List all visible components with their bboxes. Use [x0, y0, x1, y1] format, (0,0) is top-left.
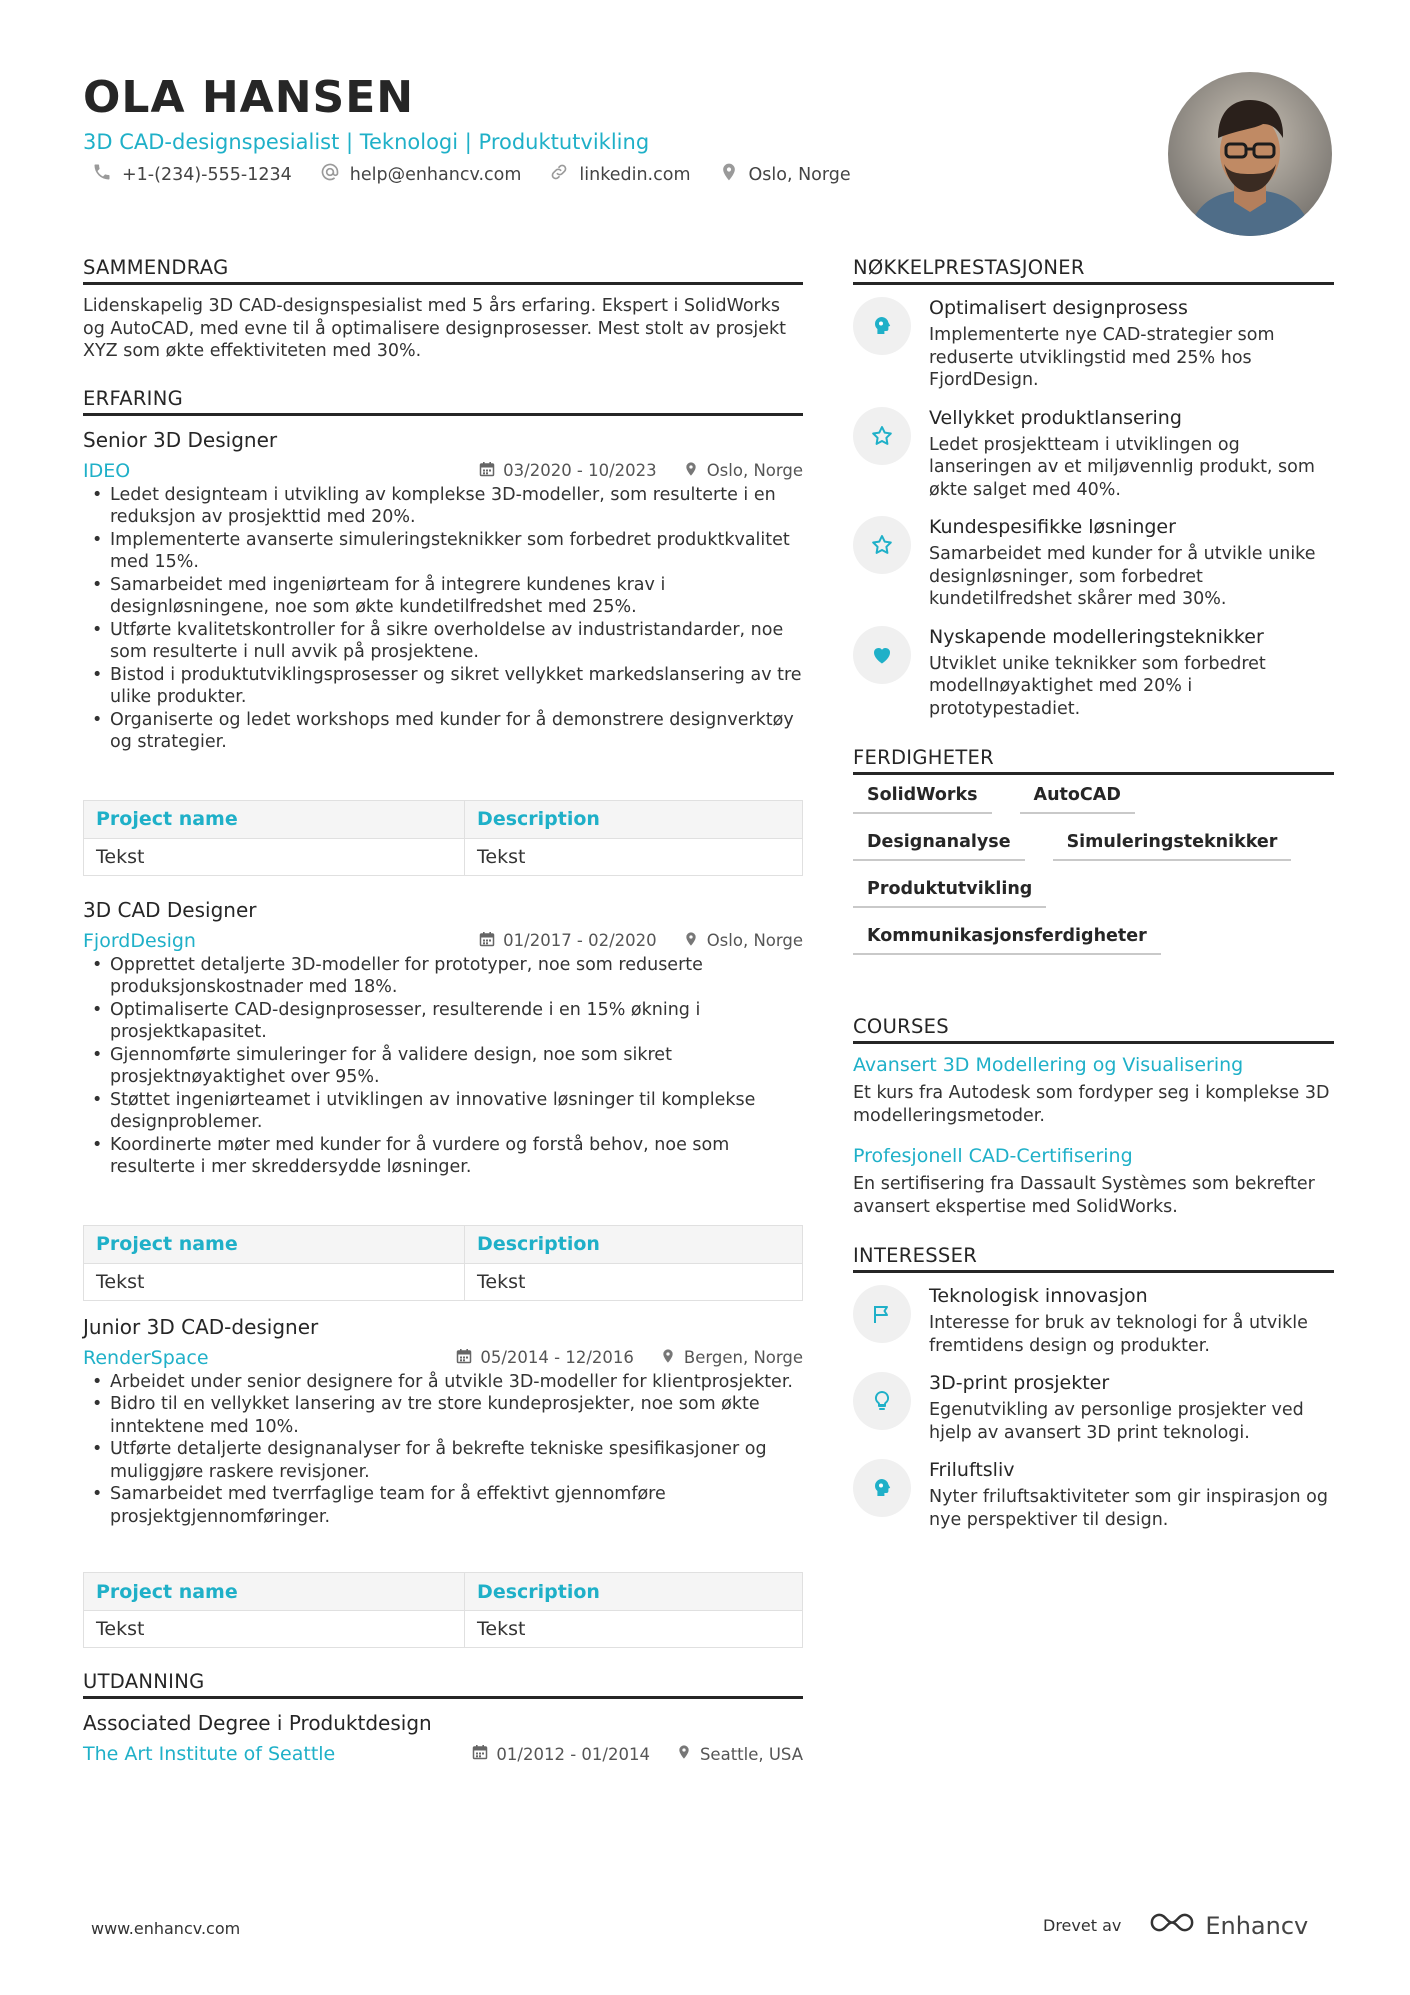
job-bullet: • Arbeidet under senior designere for å utvikle 3D-modeller for klientprosjekter. [83, 1371, 803, 1394]
profile-photo [1168, 72, 1332, 236]
achievement-title: Kundespesifikke løsninger [929, 516, 1176, 538]
job-bullet: • Støttet ingeniørteamet i utviklingen av innovative løsninger til komplekse designproblemer. [83, 1089, 803, 1134]
interest-title: Friluftsliv [929, 1459, 1015, 1481]
brand-logo[interactable] [1149, 1911, 1308, 1940]
brand-name: Enhancv [1205, 1911, 1309, 1940]
skill-tag: Kommunikasjonsferdigheter [853, 926, 1161, 955]
job-entry [83, 428, 803, 876]
project-name-header: Project name [84, 1225, 465, 1263]
right-column [853, 256, 1334, 1546]
skill-tag: AutoCAD [1020, 785, 1135, 814]
job-bullet: • Opprettet detaljerte 3D-modeller for prototyper, noe som reduserte produksjonskostnader med 18%. [83, 954, 803, 999]
achievement-title: Optimalisert designprosess [929, 297, 1188, 319]
job-entry [83, 898, 803, 1301]
job-bullet: • Gjennomførte simuleringer for å validere design, noe som sikret prosjektnøyaktighet over 95%. [83, 1044, 803, 1089]
footer-branding [1043, 1911, 1308, 1940]
interest-desc: Interesse for bruk av teknologi for å utvikle fremtidens design og produkter. [929, 1313, 1308, 1356]
link-icon [549, 162, 569, 187]
interests-heading: INTERESSER [853, 1244, 1334, 1273]
job-dates-text: 03/2020 - 10/2023 [503, 461, 657, 480]
skills-section [853, 746, 1334, 955]
job-dates-text: 01/2017 - 02/2020 [503, 931, 657, 950]
achievements-section [853, 256, 1334, 720]
phone-text: +1-(234)-555-1234 [122, 164, 292, 185]
interest-desc: Egenutvikling av personlige prosjekter ved hjelp av avansert 3D print teknologi. [929, 1400, 1304, 1443]
description-header: Description [465, 1573, 803, 1611]
job-meta-right [456, 1348, 803, 1368]
project-name-cell: Tekst [84, 1263, 465, 1300]
left-column [83, 256, 803, 1767]
job-dates-text: 05/2014 - 12/2016 [480, 1348, 634, 1367]
skills-list [853, 785, 1334, 955]
skills-heading: FERDIGHETER [853, 746, 1334, 775]
job-bullet: • Bistod i produktutviklingsprosesser og sikret vellykket markedslansering av tre ulike produkter. [83, 664, 803, 709]
job-dates [479, 931, 657, 951]
job-meta-right [479, 931, 803, 951]
location-pin-icon [683, 461, 699, 481]
achievement-desc: Ledet prosjektteam i utviklingen og lanseringen av et miljøvennlig produkt, som økte salget med 40%. [929, 434, 1315, 500]
footer-website[interactable]: www.enhancv.com [91, 1919, 241, 1938]
star-icon [853, 516, 911, 574]
description-cell: Tekst [465, 1263, 803, 1300]
job-bullet: • Samarbeidet med tverrfaglige team for å effektivt gjennomføre prosjektgjennomføringer. [83, 1483, 803, 1528]
enhancv-logo-icon [1149, 1911, 1195, 1940]
achievements-heading: NØKKELPRESTASJONER [853, 256, 1334, 285]
course-item [853, 1054, 1334, 1127]
job-bullet: • Ledet designteam i utvikling av komplekse 3D-modeller, som resulterte i en reduksjon av prosjekttid med 20%. [83, 484, 803, 529]
interest-desc: Nyter friluftsaktiviteter som gir inspirasjon og nye perspektiver til design. [929, 1487, 1328, 1530]
job-title: Senior 3D Designer [83, 427, 278, 452]
job-bullet: • Bidro til en vellykket lansering av tre store kundeprosjekter, noe som økte inntektene med 10%. [83, 1393, 803, 1438]
company-name[interactable]: RenderSpace [83, 1346, 209, 1369]
education-meta-right [472, 1744, 803, 1764]
achievement-item [853, 407, 1334, 502]
job-dates [479, 461, 657, 481]
project-table [83, 800, 803, 876]
location-pin-icon [719, 162, 739, 187]
company-name[interactable]: FjordDesign [83, 929, 196, 952]
company-name[interactable]: IDEO [83, 459, 131, 482]
interest-title: 3D-print prosjekter [929, 1372, 1110, 1394]
project-name-cell: Tekst [84, 838, 465, 875]
interests-section [853, 1244, 1334, 1531]
achievement-desc: Utviklet unike teknikker som forbedret modellnøyaktighet med 20% i prototypestadiet. [929, 653, 1266, 719]
achievement-desc: Implementerte nye CAD-strategier som reduserte utviklingstid med 25% hos FjordDesign. [929, 325, 1275, 390]
location-pin-icon [683, 931, 699, 951]
job-location-text: Oslo, Norge [706, 931, 803, 950]
education-dates-text: 01/2012 - 01/2014 [496, 1744, 650, 1764]
interest-item [853, 1285, 1334, 1357]
courses-heading: COURSES [853, 1015, 1334, 1044]
education-location-text: Seattle, USA [699, 1744, 803, 1764]
job-meta-right [479, 461, 803, 481]
location-pin-icon [676, 1744, 692, 1764]
phone-icon [92, 162, 112, 187]
achievement-title: Nyskapende modelleringsteknikker [929, 625, 1264, 648]
job-location-text: Oslo, Norge [706, 461, 803, 480]
course-desc: Et kurs fra Autodesk som fordyper seg i komplekse 3D modelleringsmetoder. [853, 1083, 1330, 1126]
achievement-desc: Samarbeidet med kunder for å utvikle unike designløsninger, som forbedret kundetilfredshet skårer med 30%. [929, 544, 1316, 609]
brain-icon [853, 297, 911, 355]
job-dates [456, 1348, 634, 1368]
description-cell: Tekst [465, 1611, 803, 1648]
course-title[interactable]: Profesjonell CAD-Certifisering [853, 1145, 1133, 1167]
candidate-name: OLA HANSEN [83, 72, 415, 123]
job-bullet: • Organiserte og ledet workshops med kunder for å demonstrere designverktøy og strategier. [83, 709, 803, 754]
skill-tag: Designanalyse [853, 832, 1025, 861]
candidate-headline: 3D CAD-designspesialist | Teknologi | Produktutvikling [83, 130, 650, 154]
achievement-item [853, 516, 1334, 611]
interest-item [853, 1372, 1334, 1444]
job-bullets [83, 484, 803, 754]
achievement-item [853, 297, 1334, 392]
education-location [676, 1744, 803, 1764]
calendar-icon [479, 931, 495, 951]
star-icon [853, 407, 911, 465]
location-text: Oslo, Norge [748, 164, 851, 185]
achievement-title: Vellykket produktlansering [929, 406, 1182, 429]
job-bullet: • Koordinerte møter med kunder for å vurdere og forstå behov, noe som resulterte i mer skreddersydde løsninger. [83, 1134, 803, 1179]
education-meta [83, 1743, 803, 1765]
contact-phone[interactable] [92, 162, 292, 187]
job-bullet: • Implementerte avanserte simuleringsteknikker som forbedret produktkvalitet med 15%. [83, 529, 803, 574]
summary-section [83, 256, 803, 363]
powered-by-label: Drevet av [1043, 1916, 1122, 1935]
job-location [683, 461, 803, 481]
description-cell: Tekst [465, 838, 803, 875]
education-section [83, 1670, 803, 1765]
job-meta [83, 460, 803, 482]
skill-tag: SolidWorks [853, 785, 992, 814]
calendar-icon [456, 1348, 472, 1368]
calendar-icon [472, 1744, 488, 1764]
description-header: Description [465, 1225, 803, 1263]
job-bullet: • Utførte kvalitetskontroller for å sikre overholdelse av industristandarder, noe som resulterte i null avvik på prosjektene. [83, 619, 803, 664]
job-title: 3D CAD Designer [83, 897, 257, 922]
degree-title: Associated Degree i Produktdesign [83, 1711, 432, 1735]
courses-section [853, 1015, 1334, 1218]
job-bullets [83, 954, 803, 1179]
achievement-item [853, 626, 1334, 721]
skill-tag: Produktutvikling [853, 879, 1046, 908]
job-entry [83, 1315, 803, 1649]
project-table [83, 1572, 803, 1648]
project-table [83, 1225, 803, 1301]
email-text: help@enhancv.com [349, 164, 522, 185]
flag-icon [853, 1285, 911, 1343]
contact-email[interactable] [320, 162, 522, 187]
summary-heading: SAMMENDRAG [83, 256, 803, 285]
education-heading: UTDANNING [83, 1670, 803, 1699]
interest-title: Teknologisk innovasjon [929, 1285, 1148, 1307]
at-icon [320, 162, 340, 187]
contact-linkedin[interactable] [549, 162, 690, 187]
heart-icon [853, 626, 911, 684]
summary-text: Lidenskapelig 3D CAD-designspesialist med 5 års erfaring. Ekspert i SolidWorks og AutoCAD, med evne til å optimalisere designprosesser. Mest stolt av prosjekt XYZ som økte effektiviteten med 30%. [83, 296, 786, 361]
location-pin-icon [660, 1348, 676, 1368]
brain-icon [853, 1459, 911, 1517]
project-name-cell: Tekst [84, 1611, 465, 1648]
contact-bar [92, 162, 851, 187]
course-desc: En sertifisering fra Dassault Systèmes som bekrefter avansert ekspertise med SolidWorks. [853, 1174, 1315, 1217]
course-title[interactable]: Avansert 3D Modellering og Visualisering [853, 1054, 1244, 1076]
project-name-header: Project name [84, 800, 465, 838]
calendar-icon [479, 461, 495, 481]
job-location [683, 931, 803, 951]
project-name-header: Project name [84, 1573, 465, 1611]
contact-location [719, 162, 851, 187]
interest-item [853, 1459, 1334, 1531]
course-item [853, 1145, 1334, 1218]
job-location [660, 1348, 803, 1368]
job-bullet: • Utførte detaljerte designanalyser for å bekrefte tekniske spesifikasjoner og muliggjøre raskere revisjoner. [83, 1438, 803, 1483]
lightbulb-icon [853, 1372, 911, 1430]
education-dates [472, 1744, 650, 1764]
job-title: Junior 3D CAD-designer [83, 1314, 319, 1339]
experience-section [83, 387, 803, 1649]
experience-heading: ERFARING [83, 387, 803, 416]
description-header: Description [465, 800, 803, 838]
skill-tag: Simuleringsteknikker [1053, 832, 1292, 861]
job-bullet: • Samarbeidet med ingeniørteam for å integrere kundenes krav i designløsningene, noe som økte kundetilfredshet med 25%. [83, 574, 803, 619]
linkedin-text: linkedin.com [579, 164, 691, 185]
job-bullet: • Optimaliserte CAD-designprosesser, resulterende i en 15% økning i prosjektkapasitet. [83, 999, 803, 1044]
job-meta [83, 1347, 803, 1369]
job-bullets [83, 1371, 803, 1529]
job-meta [83, 930, 803, 952]
school-name[interactable]: The Art Institute of Seattle [83, 1743, 336, 1765]
job-location-text: Bergen, Norge [683, 1348, 803, 1367]
